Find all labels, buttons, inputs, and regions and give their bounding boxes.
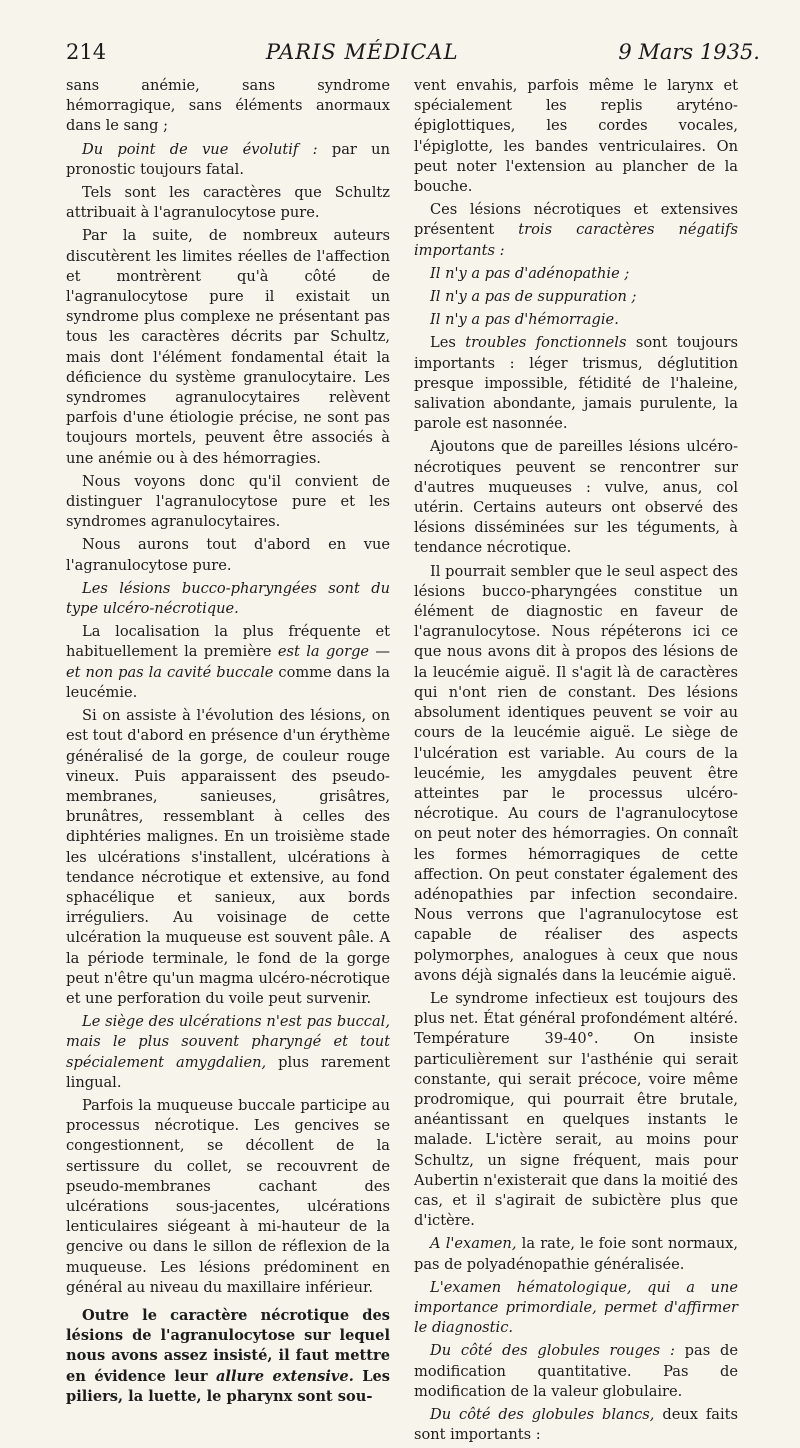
italic-lead: Du point de vue évolutif :: [82, 140, 318, 158]
paragraph: Outre le caractère nécrotique des lésions de l'agranulocytose sur lequel nous avons assez insisté, il faut mettre en évidence leur allure extensive. Les piliers, la luette, le pharynx sont sou-: [66, 1306, 390, 1405]
paragraph: Le syndrome infectieux est toujours des plus net. État général profondément altéré. Température 39-40°. On insiste particulièrement sur l'asthénie qui serait constante, qui serait précoce, voire même prodromique, qui pourrait être brutale, anéantissant en quelques instants le malade. L'ictère serait, au moins pour Schultz, un signe fréquent, mais pour Aubertin n'existerait que dans la moitié des cas, et il s'agirait de subictère plus que d'ictère.: [414, 989, 738, 1230]
paragraph: Parfois la muqueuse buccale participe au processus nécrotique. Les gencives se congestionnent, se décollent de la sertissure du collet, se recouvrent de pseudo-membranes cachant des ulcérations sous-jacentes, ulcérations lenticulaires siégeant à mi-hauteur de la gencive ou dans le sillon de réflexion de la muqueuse. Les lésions prédominent en général au niveau du maxillaire inférieur.: [66, 1096, 390, 1296]
paragraph: Du point de vue évolutif : par un pronostic toujours fatal.: [66, 140, 390, 178]
section-heading: Les lésions bucco-pharyngées sont du type ulcéro-nécrotique.: [66, 579, 390, 618]
paragraph: vent envahis, parfois même le larynx et spécialement les replis aryténo-épiglottiques, les cordes vocales, l'épiglotte, les bandes ventriculaires. On peut noter l'extension au plancher de la bouche.: [414, 77, 738, 196]
paragraph: Les troubles fonctionnels sont toujours importants : léger trismus, déglutition presque impossible, fétidité de l'haleine, salivation abondante, jamais purulente, la parole est nasonnée.: [414, 334, 738, 433]
paragraph: Tels sont les caractères que Schultz attribuait à l'agranulocytose pure.: [66, 184, 390, 222]
issue-date: 9 Mars 1935.: [618, 40, 760, 64]
paragraph: sans anémie, sans syndrome hémorragique, sans éléments anormaux dans le sang ;: [66, 77, 390, 135]
list-item: Il n'y a pas d'adénopathie ;: [430, 264, 630, 282]
paragraph: Ces lésions nécrotiques et extensives présentent trois caractères négatifs importants :: [414, 201, 738, 259]
right-column: [414, 76, 738, 1448]
paragraph: Du côté des globules rouges : pas de modification quantitative. Pas de modification de la valeur globulaire.: [414, 1342, 738, 1400]
paragraph: Par la suite, de nombreux auteurs discutèrent les limites réelles de l'affection et montrèrent qu'à côté de l'agranulocytose pure il existait un syndrome plus complexe ne présentant pas tous les caractères décrits par Schultz, mais dont l'élément fondamental était la déficience du système granulocytaire. Les syndromes agranulocytaires relèvent parfois d'une étiologie précise, ne sont pas toujours mortels, peuvent être associés à une anémie ou à des hémorragies.: [66, 227, 390, 467]
journal-title: PARIS MÉDICAL: [265, 40, 459, 64]
list-item: Il n'y a pas d'hémorragie.: [430, 311, 619, 329]
paragraph: Le siège des ulcérations n'est pas buccal, mais le plus souvent pharyngé et tout spécialement amygdalien, plus rarement lingual.: [66, 1013, 390, 1091]
paragraph: A l'examen, la rate, le foie sont normaux, pas de polyadénopathie généralisée.: [414, 1235, 738, 1273]
list-item: Il n'y a pas de suppuration ;: [430, 288, 637, 306]
paragraph: Du côté des globules blancs, deux faits sont importants :: [414, 1406, 738, 1444]
paragraph: La localisation la plus fréquente et habituellement la première est la gorge — et non pas la cavité buccale comme dans la leucémie.: [66, 623, 391, 701]
paragraph: Il pourrait sembler que le seul aspect des lésions bucco-pharyngées constitue un élément de diagnostic en faveur de l'agranulocytose. Nous répéterons ici ce que nous avons dit à propos des lésions de la leucémie aiguë. Il s'agit là de caractères qui n'ont rien de constant. Des lésions absolument identiques peuvent se voir au cours de la leucémie aiguë. Le siège de l'ulcération est variable. Au cours de la leucémie, les amygdales peuvent être atteintes par le processus ulcéro-nécrotique. Au cours de l'agranulocytose on peut noter des hémorragies. On connaît les formes hémorragiques de cette affection. On peut constater également des adénopathies par infection secondaire. Nous verrons que l'agranulocytose est capable de réaliser des aspects polymorphes, analogues à ceux que nous avons déjà signalés dans la leucémie aiguë.: [414, 562, 738, 984]
left-column: [66, 76, 390, 1410]
paragraph: Nous aurons tout d'abord en vue l'agranulocytose pure.: [66, 536, 390, 574]
paragraph: L'examen hématologique, qui a une importance primordiale, permet d'affirmer le diagnostic.: [414, 1278, 738, 1337]
paragraph: Ajoutons que de pareilles lésions ulcéro-nécrotiques peuvent se rencontrer sur d'autres muqueuses : vulve, anus, col utérin. Certains auteurs ont observé des lésions disséminées sur les téguments, à tendance nécrotique.: [414, 438, 738, 557]
page-header: [66, 40, 760, 70]
paragraph: Si on assiste à l'évolution des lésions, on est tout d'abord en présence d'un érythème généralisé de la gorge, de couleur rouge vineux. Puis apparaissent des pseudo-membranes, sanieuses, grisâtres, brunâtres, ressemblant à celles des diphtéries malignes. En un troisième stade les ulcérations s'installent, ulcérations à tendance nécrotique et extensive, au fond sphacélique et sanieux, aux bords irréguliers. Au voisinage de cette ulcération la muqueuse est souvent pâle. A la période terminale, le fond de la gorge peut n'être qu'un magma ulcéro-nécrotique et une perforation du voile peut survenir.: [66, 707, 390, 1007]
page-number: 214: [66, 40, 107, 64]
paragraph: Nous voyons donc qu'il convient de distinguer l'agranulocytose pure et les syndromes agranulocytaires.: [66, 472, 390, 531]
